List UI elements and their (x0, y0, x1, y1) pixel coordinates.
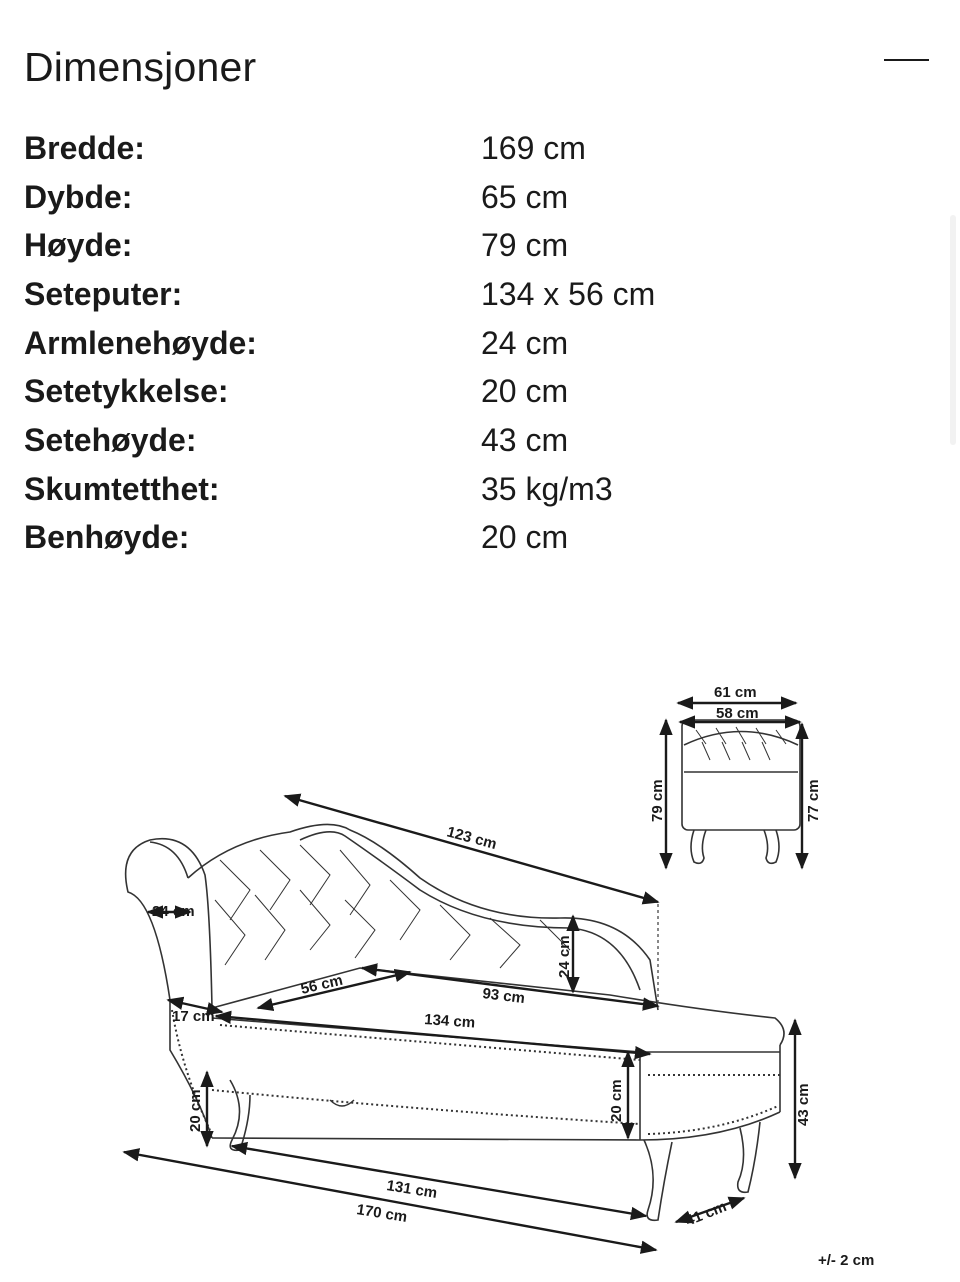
dim-seat-depth: 56 cm (299, 971, 345, 998)
spec-label: Armlenehøyde: (24, 324, 257, 361)
scrollbar[interactable] (950, 215, 956, 445)
collapse-button[interactable] (884, 58, 929, 62)
dim-base-length: 131 cm (385, 1177, 439, 1202)
spec-row (24, 319, 924, 368)
spec-value: 169 cm (481, 129, 586, 166)
spec-label: Setetykkelse: (24, 373, 229, 410)
spec-value: 20 cm (481, 373, 569, 410)
spec-value: 134 x 56 cm (481, 275, 656, 312)
spec-row (24, 416, 924, 465)
spec-value: 24 cm (481, 324, 569, 361)
dim-leg-depth: 41 cm (683, 1198, 729, 1230)
spec-value: 35 kg/m3 (481, 470, 613, 507)
spec-value: 79 cm (481, 227, 569, 264)
spec-row (24, 221, 924, 270)
minus-icon (884, 59, 929, 61)
dim-side-arm-depth: 17 cm (172, 1008, 215, 1025)
tolerance-note: +/- 2 cm (818, 1252, 875, 1269)
dim-front-width-inner: 58 cm (716, 705, 759, 722)
spec-label: Skumtetthet: (24, 470, 220, 507)
spec-row (24, 367, 924, 416)
spec-label: Bredde: (24, 129, 145, 166)
spec-row (24, 465, 924, 514)
spec-row (24, 270, 924, 319)
spec-row (24, 514, 924, 563)
dim-front-height-left: 79 cm (649, 779, 666, 822)
dim-total-length: 170 cm (355, 1201, 409, 1226)
spec-value: 43 cm (481, 421, 569, 458)
front-view-drawing (682, 720, 800, 863)
spec-label: Setehøyde: (24, 421, 197, 458)
dim-front-width-outer: 61 cm (714, 684, 757, 701)
chaise-dimension-diagram (110, 675, 900, 1275)
spec-label: Høyde: (24, 227, 133, 264)
spec-label: Seteputer: (24, 275, 183, 312)
dim-seat-back-length: 93 cm (481, 985, 526, 1008)
dim-cushion-length: 134 cm (423, 1011, 476, 1032)
spec-label: Dybde: (24, 178, 133, 215)
spec-table (24, 124, 924, 562)
dim-back-length: 123 cm (444, 823, 499, 854)
spec-value: 20 cm (481, 519, 569, 556)
dim-seat-height: 43 cm (795, 1083, 812, 1126)
spec-value: 65 cm (481, 178, 569, 215)
dim-cushion-thickness: 20 cm (608, 1079, 625, 1122)
spec-row (24, 173, 924, 222)
dim-leg-height: 20 cm (187, 1089, 204, 1132)
section-title: Dimensjoner (24, 44, 257, 90)
dim-back-arm-height: 24 cm (556, 935, 573, 978)
dim-arm-width: 24 cm (152, 903, 195, 920)
spec-label: Benhøyde: (24, 519, 190, 556)
spec-row (24, 124, 924, 173)
dim-front-height-right: 77 cm (805, 779, 822, 822)
